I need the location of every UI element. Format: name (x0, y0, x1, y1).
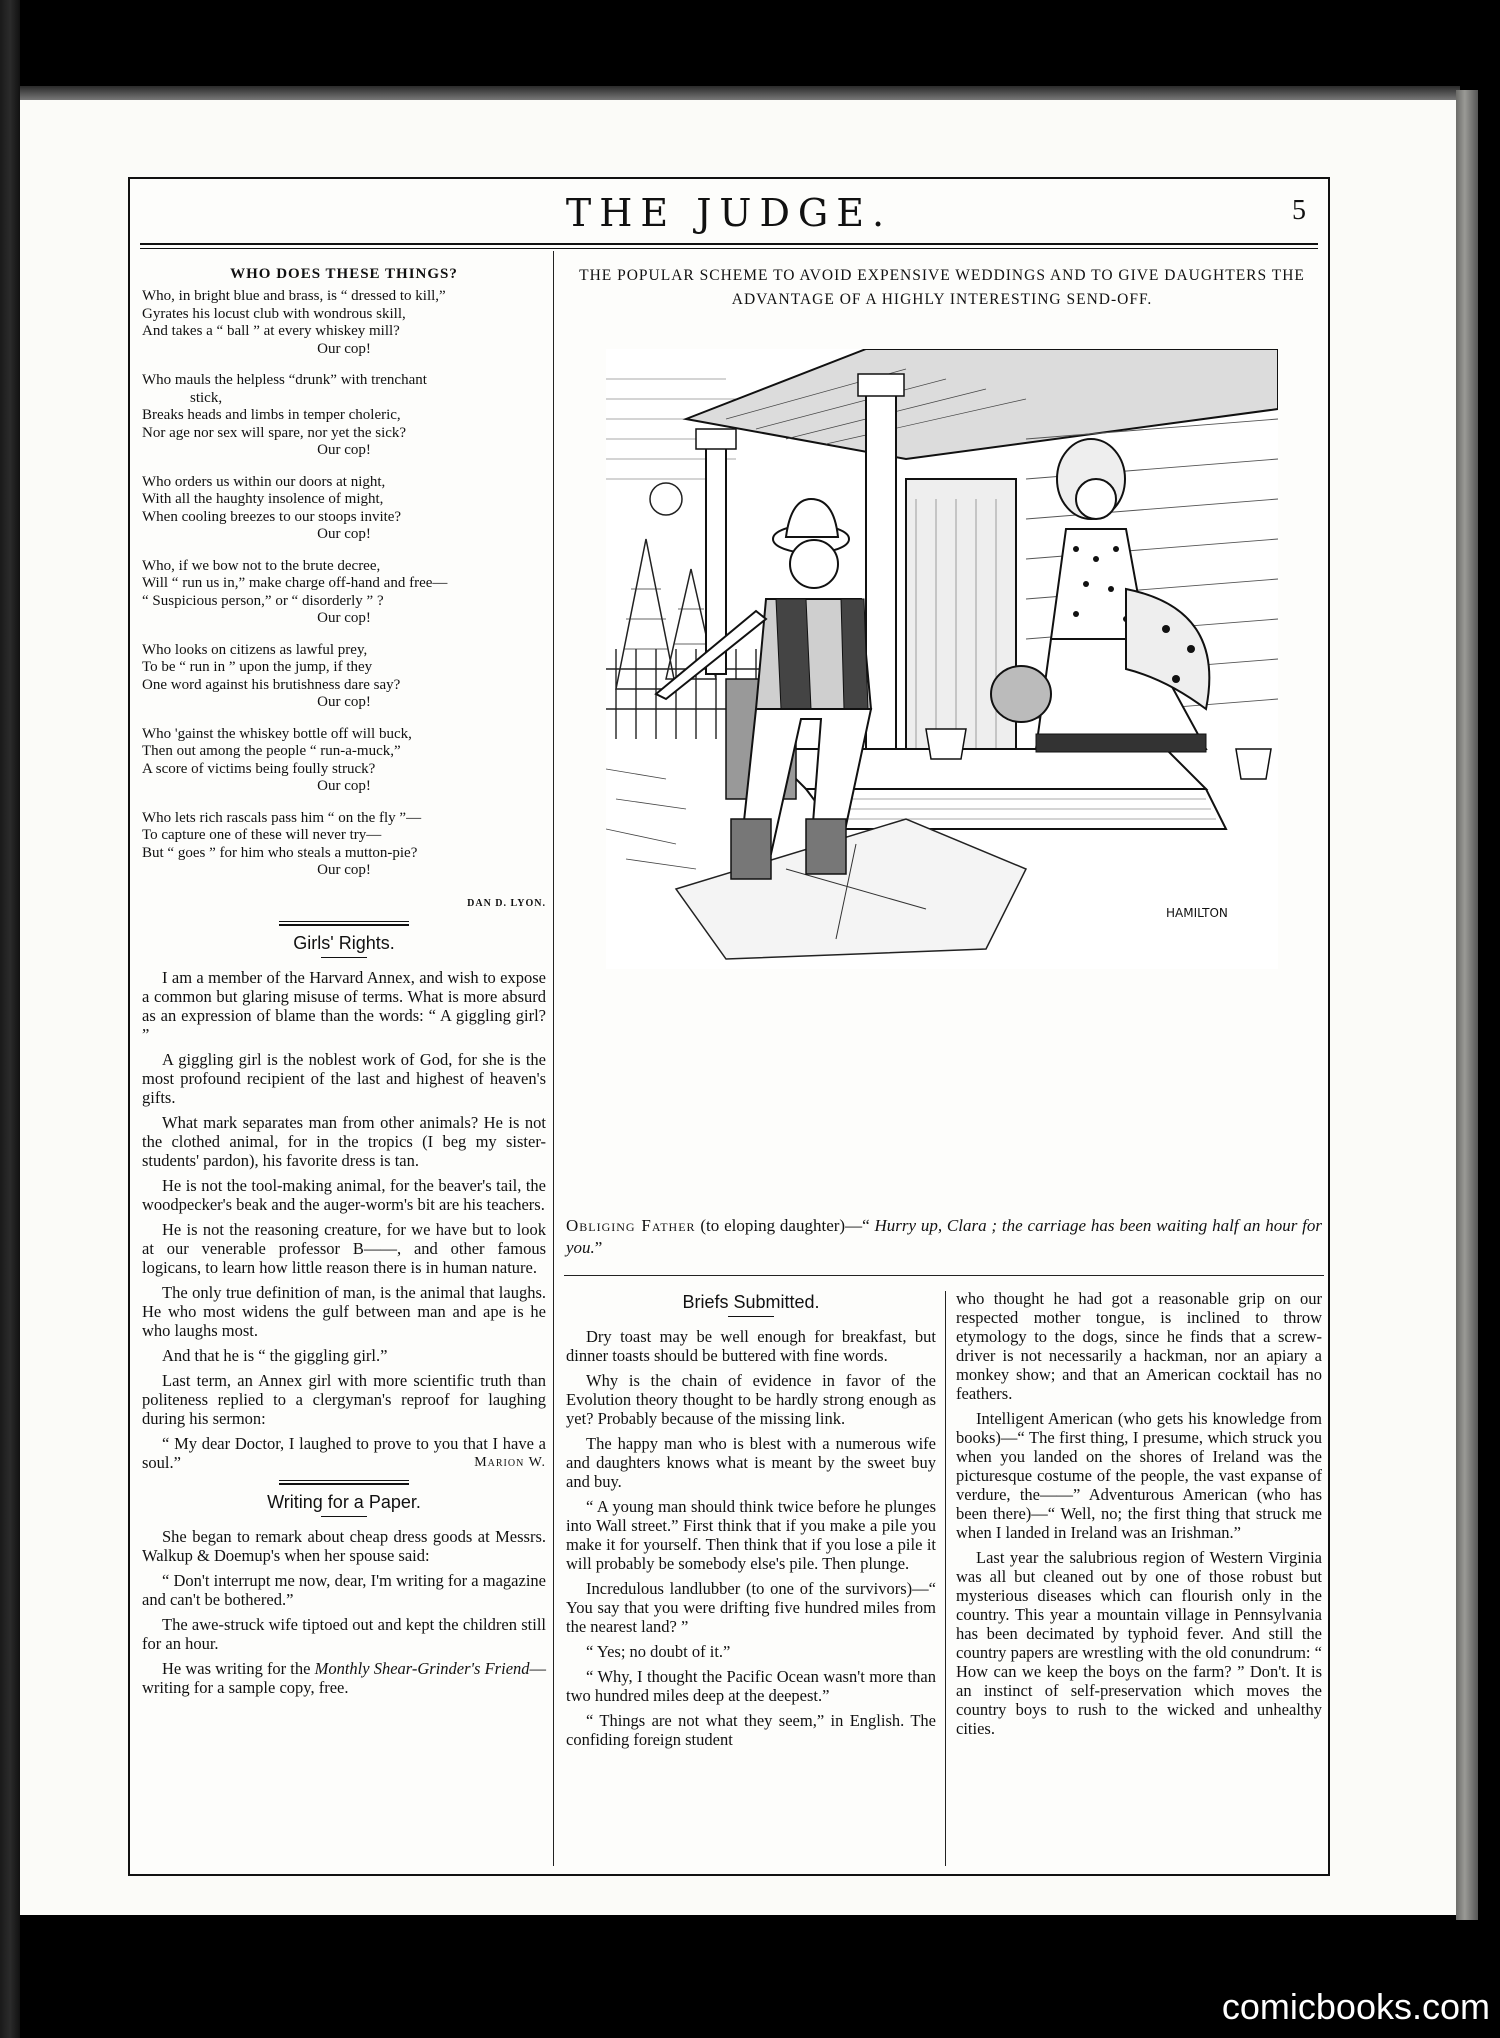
poem-stanza (142, 726, 546, 796)
briefs-title: Briefs Submitted. (682, 1292, 820, 1312)
poem-line: But “ goes ” for him who steals a mutton-pie? (142, 844, 418, 861)
article-signature: Marion W. (474, 1454, 546, 1470)
caption-speaker: Obliging Father (566, 1216, 696, 1235)
poem-line: To capture one of these will never try— (142, 827, 382, 843)
masthead-rule (140, 243, 1318, 249)
poem-line: Nor age nor sex will spare, nor yet the sick? (142, 424, 407, 441)
writing-paper-final-paragraph (142, 1659, 546, 1697)
poem-line: When cooling breezes to our stoops invite? (142, 508, 402, 525)
masthead-title: THE JUDGE. (565, 191, 893, 235)
poem-line: Then out among the people “ run-a-muck,” (142, 743, 401, 759)
column-divider-left (553, 251, 554, 1866)
poem-line: Who lets rich rascals pass him “ on the fly ”— (142, 809, 422, 826)
brief-paragraph: “ Yes; no doubt of it.” (586, 1642, 731, 1661)
article-paragraph: What mark separates man from other animals? He is not the clothed animal, for in the tropics (I beg my sister-students' pardon), his favorite dress is tan. (142, 1112, 546, 1170)
caption-quote: Hurry up, Clara ; the carriage has been waiting half an hour for you. (566, 1216, 1322, 1257)
title-rule (321, 957, 367, 958)
article-paragraph: He is not the tool-making animal, for the beaver's tail, the woodpecker's beak and the auger-worm's bit are his teachers. (142, 1175, 546, 1214)
briefs-col1-body (566, 1327, 936, 1749)
article-paragraph: A giggling girl is the noblest work of God, for she is the most profound recipient of the last and highest of heaven's gifts. (142, 1049, 546, 1107)
caption-close: ” (594, 1238, 603, 1257)
briefs-column-2 (956, 1289, 1322, 1744)
poem-stanza (142, 558, 546, 628)
magazine-title: Monthly Shear-Grinder's Friend (314, 1658, 530, 1678)
poem-refrain: Our cop! (317, 526, 371, 542)
article-paragraph: “ My dear Doctor, I laughed to prove to you that I have a soul.” Marion W. (142, 1433, 546, 1472)
article-paragraph: “ Don't interrupt me now, dear, I'm writing for a magazine and can't be bothered.” (142, 1570, 546, 1609)
article-paragraph: The only true definition of man, is the animal that laughs. He who most widens the gulf between man and ape is he who laughs most. (142, 1282, 546, 1340)
article-paragraph: The awe-struck wife tiptoed out and kept the children still for an hour. (142, 1614, 546, 1653)
poem-refrain: Our cop! (317, 862, 371, 878)
article-paragraph: And that he is “ the giggling girl.” (162, 1345, 388, 1365)
brief-paragraph: Dry toast may be well enough for breakfast, but dinner toasts should be buttered with fine words. (566, 1327, 936, 1365)
poem-refrain: Our cop! (317, 610, 371, 626)
column-divider-right (945, 1291, 946, 1866)
poem-stanza (142, 642, 546, 712)
brief-paragraph: “ A young man should think twice before he plunges into Wall street.” First think that if you make a pile you make it for yourself. Then think that if you lose a pile it will probably be somebody else's pile. Then plunge. (566, 1497, 936, 1573)
poem-line: Who, in bright blue and brass, is “ dressed to kill,” (142, 288, 446, 304)
poem-stanza (142, 474, 546, 544)
title-rule (321, 1516, 367, 1517)
article-paragraph: Last term, an Annex girl with more scientific truth than politeness replied to a clergyman's reproof for laughing during his sermon: (142, 1370, 546, 1428)
page-top-edge (20, 86, 1460, 100)
poem-line: Who, if we bow not to the brute decree, (142, 557, 381, 574)
poem-line: Who 'gainst the whiskey bottle off will buck, (142, 725, 412, 742)
briefs-column-1 (566, 1289, 936, 1755)
poem-stanza (142, 372, 546, 460)
page-frame (128, 177, 1330, 1876)
poem-stanza (142, 288, 546, 358)
brief-paragraph: who thought he had got a reasonable grip on our respected mother tongue, is inclined to throw etymology to the dogs, since he finds that a screw-driver is not necessarily a hackman, nor an apiary a monkey show; and that an American cocktail has no feathers. (956, 1289, 1322, 1403)
artist-signature: HAMILTON (1166, 906, 1228, 920)
binding-spine (0, 0, 20, 2038)
poem-line: Gyrates his locust club with wondrous skill, (142, 305, 406, 322)
brief-paragraph: Intelligent American (who gets his knowledge from books)—“ The first thing, I presume, which struck you when you landed on the shores of Ireland was the picturesque costume of the people, the vast expanse of verdure, the——” Adventurous American (who has been there)—“ Well, no; the first thing that struck me when I landed in Ireland was an Irishman.” (956, 1409, 1322, 1542)
brief-paragraph: The happy man who is blest with a numerous wife and daughters knows what is meant by the sweet buy and buy. (566, 1434, 936, 1491)
poem-refrain: Our cop! (317, 442, 371, 458)
cartoon-bottom-rule (564, 1275, 1324, 1276)
cartoon-caption (566, 1215, 1322, 1259)
brief-paragraph: Last year the salubrious region of Western Virginia was all but cleaned out by one of those robust but mysterious diseases which can flourish only in the country. This year a mountain village in Pennsylvania has been decimated by typhoid fever. And still the country papers are wrestling with the old conundrum: “ How can we keep the boys on the farm? ” Don't. It is an instinct of self-preservation which moves the country boys to rush to the wicked and unhealthy cities. (956, 1548, 1322, 1738)
caption-context: (to eloping daughter)—“ (695, 1216, 875, 1235)
writing-paper-body (142, 1527, 546, 1653)
girls-rights-body (142, 968, 546, 1472)
briefs-col2-body (956, 1289, 1322, 1738)
text-run: He was writing for the (162, 1658, 315, 1678)
article-paragraph: I am a member of the Harvard Annex, and wish to expose a common but glaring misuse of terms. What is more absurd as an expression of blame than the words: “ A giggling girl? ” (142, 967, 546, 1044)
cartoon-heading: THE POPULAR SCHEME TO AVOID EXPENSIVE WEDDINGS AND TO GIVE DAUGHTERS THE ADVANTAGE OF A HIGHLY INTERESTING SEND-OFF. (579, 267, 1305, 308)
page-side-edge (1456, 90, 1478, 1920)
poem-refrain: Our cop! (317, 778, 371, 794)
poem-stanza (142, 810, 546, 880)
poem-line: With all the haughty insolence of might, (142, 491, 384, 507)
poem-line: One word against his brutishness dare say? (142, 676, 401, 693)
poem-line: Who mauls the helpless “drunk” with trenchant (142, 372, 427, 388)
brief-paragraph: “ Why, I thought the Pacific Ocean wasn't more than two hundred miles deep at the deepest.” (566, 1667, 936, 1705)
text-run: —writing for a sample copy, free. (142, 1658, 547, 1697)
brief-paragraph: Why is the chain of evidence in favor of the Evolution theory thought to be hardly strong enough as yet? Probably because of the missing link. (566, 1371, 936, 1428)
poem-refrain: Our cop! (317, 694, 371, 710)
poem-line: And takes a “ ball ” at every whiskey mill? (142, 323, 400, 339)
site-watermark: comicbooks.com (1221, 1986, 1490, 2027)
poem-line: “ Suspicious person,” or “ disorderly ” ? (142, 592, 384, 609)
left-column (142, 261, 546, 1703)
poem-line: A score of victims being foully struck? (142, 760, 376, 777)
masthead (130, 189, 1328, 239)
article-paragraph: She began to remark about cheap dress goods at Messrs. Walkup & Doemup's when her spouse said: (142, 1526, 546, 1565)
poem-line: To be “ run in ” upon the jump, if they (142, 659, 373, 675)
poem-line: Who orders us within our doors at night, (142, 473, 386, 490)
section-rule (279, 1480, 409, 1485)
brief-paragraph: Incredulous landlubber (to one of the survivors)—“ You say that you were drifting five hundred miles from the nearest land? ” (566, 1579, 936, 1636)
poem-refrain: Our cop! (317, 340, 371, 357)
poem-line: Who looks on citizens as lawful prey, (142, 641, 368, 658)
title-rule (728, 1316, 774, 1317)
section-rule (279, 921, 409, 926)
page-number: 5 (1292, 195, 1306, 226)
poem-line: stick, (190, 389, 223, 406)
girls-rights-title: Girls' Rights. (293, 932, 395, 953)
brief-paragraph: “ Things are not what they seem,” in English. The confiding foreign student (566, 1711, 936, 1749)
poem-title: WHO DOES THESE THINGS? (230, 266, 458, 282)
poem-line: Will “ run us in,” make charge off-hand and free— (142, 575, 448, 591)
poem-line: Breaks heads and limbs in temper choleric, (142, 407, 401, 423)
cartoon-drawing (606, 349, 1278, 969)
poem-author: DAN D. LYON. (467, 897, 546, 909)
cartoon-illustration (606, 349, 1278, 969)
writing-paper-title: Writing for a Paper. (267, 1491, 421, 1512)
poem-body (142, 288, 546, 880)
article-paragraph: He is not the reasoning creature, for we have but to look at our venerable professor B——, and other famous logicans, to learn how little reason there is in human nature. (142, 1219, 546, 1277)
